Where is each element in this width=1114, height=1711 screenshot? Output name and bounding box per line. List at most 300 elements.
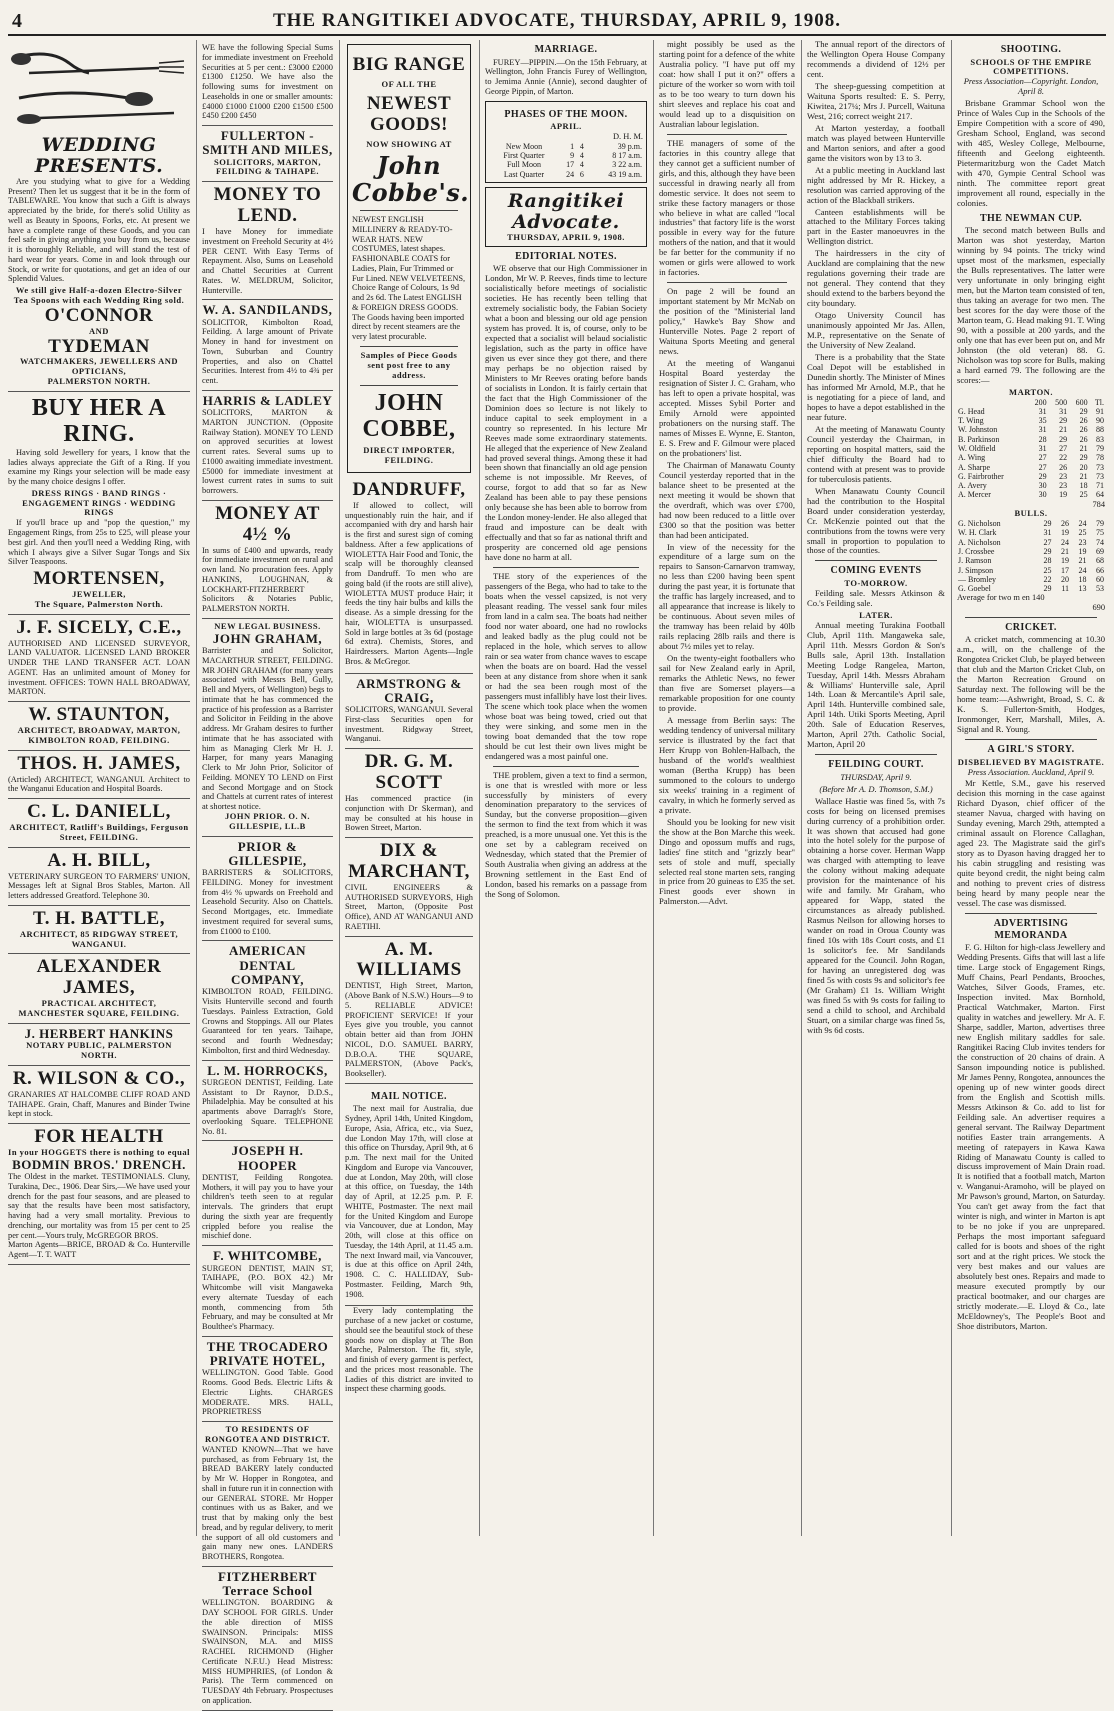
cobbe-town: FEILDING. bbox=[384, 455, 434, 466]
moon-hour: 4 bbox=[579, 160, 584, 170]
score-500: 19 bbox=[1059, 490, 1068, 500]
bon-marche-body: Every lady contemplating the purchase of a new jacket or costume, should see the beautiful stock of these goods now on display at The Bon Marche, Palmerston. The fit, style, and finish of every garment is perfect, and the prices most reasonable. The Ladies of this district are invited to inspect these charming goods. bbox=[345, 1306, 473, 1394]
score-row bbox=[957, 490, 1105, 499]
shooting-body: Brisbane Grammar School won the Prince of Wales Cup in the Schools of the Empire Competition with a score of 490, Gresham School, England, was second with 485, Wesley College, Melbourne, fifteenth and Geelong eighteenth. Pietermaritzburg won the Cadet Match with 470, Gympie Central School was ninth. The committee report great improvement all round, especially in the colonies. bbox=[957, 98, 1105, 208]
news-para-8: A message from Berlin says: The wedding tendency of universal military service is illustrated by the fact that Herr Krupp von Bohlen-Halbach, the husband of the world's wealthiest woman (Bertha Krupp) has been summoned to the colours to undergo six weeks' training in a regiment of cavalry, in which he formerly served as a private. bbox=[659, 714, 795, 815]
girls-story-heading: A GIRL'S STORY. bbox=[987, 744, 1075, 756]
local-para-1: The annual report of the directors of the Wellington Opera House Company recommends a dividend of 12½ per cent. bbox=[807, 39, 945, 79]
shooter-name: A. Mercer bbox=[958, 490, 991, 500]
score-header-row bbox=[957, 398, 1105, 407]
moon-row bbox=[489, 160, 643, 169]
graham-heading: NEW LEGAL BUSINESS. bbox=[214, 620, 321, 631]
prior-body: BARRISTERS & SOLICITORS, FEILDING. Money for investment from 4½ % upwards on Freehold and Leasehold Security. Also on Chattels. Second Mortgages, etc. Immediate investment required for several sums, from £1000 to £100. bbox=[202, 868, 333, 936]
scott-name: DR. G. M. SCOTT bbox=[364, 751, 454, 794]
horrocks-body: SURGEON DENTIST, Feilding. Late Assistant to Dr Raynor, D.D.S., Philadelphia. May be consulted at his apartments above Darragh's Store, overlooking Square. TELEPHONE No. 81. bbox=[202, 1077, 333, 1136]
dandruff-body: If allowed to collect, will unquestionably ruin the hair, and if accompanied with dry and harsh hair is the first and surest sign of coming baldness. After a few applications of WIOLETTA Hair Food and Tonic, the scalp will be thoroughly cleansed from Dandruff. To men who are going bald (if the roots are still alive), WIOLETTA MUST produce Hair; it feeds the tiny hair bulbs and kills the disease. As a simple dressing for the hair, WIOLETTA is unsurpassed. Sold in large bottles at 3s 6d (postage 6d extra). Chemists, Stores, and Hairdressers. Marton Agents—Ingle Bros. & McGregor. bbox=[345, 500, 473, 666]
editorial-heading: EDITORIAL NOTES. bbox=[515, 250, 617, 262]
horrocks-name: L. M. HORROCKS, bbox=[207, 1062, 328, 1078]
score-total: 73 bbox=[1096, 471, 1104, 481]
coming-events-later-body: Annual meeting Turakina Football Club, April 11th. Mangaweka sale, April 11th. Messrs Gordon & Son's Bulls sale, April 13th. Installation Meeting Lodge Rangelea, Marton, Tuesday, April 14th. Messrs Abraham & Williams' Hunterville sale, April 14th. Loan & Mercantile's April sale, April 14th. Hunterville combined sale, April 14th. Utiki Sports Meeting, April 20th. Sale of Education Reserves, Marton, April 27th. Catholic Social, Marton, April 20 bbox=[807, 619, 945, 750]
marton-scores-table bbox=[957, 398, 1105, 500]
ring-list: DRESS RINGS · BAND RINGS · ENGAGEMENT RINGS · WEDDING RINGS bbox=[22, 487, 176, 518]
score-600: 25 bbox=[1078, 528, 1087, 538]
moon-minute: 3 22 a.m. bbox=[612, 160, 642, 170]
prior-name: PRIOR & GILLESPIE, bbox=[228, 838, 307, 868]
local-para-8: There is a probability that the State Coal Depot will be established in Dunedin shortly. The Minister of Mines has informed Mr Arnold, M.P., that he is negotiating for a piece of land, and hopes to have a depot established in the near future. bbox=[807, 352, 945, 422]
local-para-10: When Manawatu County Council had the contribution to the Hospital Board under consideration yesterday, Cr. McKenzie pointed out that the contributions from the towns were very small in proportion to population to those of the counties. bbox=[807, 485, 945, 556]
moon-day: 9 bbox=[570, 151, 575, 161]
score-500: 22 bbox=[1059, 453, 1068, 463]
staunton-body: ARCHITECT, BROADWAY, MARTON, KIMBOLTON ROAD, FEILDING. bbox=[17, 724, 181, 745]
battle-name: T. H. BATTLE, bbox=[33, 907, 165, 929]
score-row bbox=[957, 453, 1105, 462]
shooting-heading: SHOOTING. bbox=[1000, 44, 1062, 55]
armstrong-ad bbox=[345, 674, 473, 750]
bodmin-agents: Marton Agents—BRICE, BROAD & Co. Hunterville Agent—T. T. WATT bbox=[8, 1240, 190, 1260]
local-para-2: The sheep-guessing competition at Waituna Sports resulted: E. S. Perry, Kiwitea, 217¼; Mrs J. Purcell, Waituna West, 216; correct weight 217. bbox=[807, 80, 945, 121]
newman-body: The second match between Bulls and Marton was shot yesterday, Marton winning by 94 points. The tricky wind upset most of the marksmen, especially the Bulls representatives. The latter were very unfortunate in only bringing eight men, but the Marton team consisted of ten, thus taking an average for two men. The best scores for the day were those of the Marton team, G. Head making 91. T. Wing 90, with a possible at 200 yards, and the only one that has ever been put on, and Mr Johnston (the old veteran) 88. G. Nicholson was top score for Bulls, making a hard earned 79. The following are the scores:— bbox=[957, 225, 1105, 385]
cobbe-importer: DIRECT IMPORTER, bbox=[363, 445, 455, 456]
moon-phase: First Quarter bbox=[503, 151, 545, 161]
special-sums-body: WE have the following Special Sums for immediate investment on Freehold Securities at 5 per cent.: £3000 £2000 £1300 £1250. We have also the following sums for investment on Leaseholds in one or smaller amounts: £4000 £1000 £1000 £200 £1500 £500 £450 £200 £450 bbox=[202, 43, 333, 121]
score-200: 31 bbox=[1038, 406, 1047, 416]
james-name: THOS. H. JAMES, bbox=[17, 752, 181, 774]
score-500: 26 bbox=[1059, 462, 1068, 472]
dix-name: DIX & MARCHANT, bbox=[348, 840, 470, 882]
moon-minute: 43 19 a.m. bbox=[608, 169, 642, 179]
graham-body: Barrister and Solicitor, MACARTHUR STREET, FEILDING. MR JOHN GRAHAM (for many years associated with Messrs Bell, Gully, Bell and Myers, of Wellington) begs to intimate that he has commenced the practice of his profession as a Barrister and Solicitor in Feilding in the above address. Mr Graham desires to further intimate that he has associated with him as Managing Clerk Mr H. J. Harper, for many years Managing Clerk to Mr John Prior, Solicitor of Feilding. MONEY TO LEND on First and Second Mortgage and on Stock and Chattels at current rates of interest at shortest notice. bbox=[202, 646, 333, 812]
marton-total: 784 bbox=[1092, 499, 1105, 509]
score-total: 60 bbox=[1096, 574, 1104, 584]
battle-ad bbox=[8, 906, 190, 955]
court-date: THURSDAY, April 9. bbox=[840, 771, 912, 782]
williams-ad bbox=[345, 937, 473, 1084]
score-total: 53 bbox=[1096, 584, 1104, 594]
sandilands-name: W. A. SANDILANDS, bbox=[202, 302, 333, 318]
wilson-name: R. WILSON & CO., bbox=[12, 1067, 186, 1089]
score-column-header: Tl. bbox=[1094, 397, 1104, 407]
james-ad bbox=[8, 751, 190, 799]
score-total: 90 bbox=[1096, 416, 1104, 426]
local-para-3: At Marton yesterday, a football match was played between Hunterville and Marton seniors, and after a good game the visitors won by 13 to 3. bbox=[807, 122, 945, 163]
health-ad bbox=[8, 1124, 190, 1265]
cricket-heading: CRICKET. bbox=[1005, 621, 1057, 633]
sicely-ad bbox=[8, 615, 190, 702]
score-row bbox=[957, 463, 1105, 472]
scott-body: Has commenced practice (in conjunction with Dr Skerman), and may be consulted at his house in Bowen Street, Marton. bbox=[345, 794, 473, 833]
score-200: 35 bbox=[1038, 416, 1047, 426]
score-row bbox=[957, 575, 1105, 584]
score-row bbox=[957, 425, 1105, 434]
money-to-lend-ad bbox=[202, 182, 333, 300]
cobbe-name: John Cobbe's. bbox=[352, 151, 470, 207]
score-500: 19 bbox=[1061, 528, 1070, 538]
score-total: 66 bbox=[1096, 565, 1104, 575]
score-row bbox=[957, 566, 1105, 575]
moon-phase: Full Moon bbox=[506, 160, 541, 170]
moon-month: APRIL. bbox=[550, 121, 582, 132]
score-row bbox=[957, 547, 1105, 556]
score-total: 64 bbox=[1096, 490, 1104, 500]
score-200: 29 bbox=[1038, 471, 1047, 481]
coming-events-heading: COMING EVENTS bbox=[830, 565, 922, 577]
paper-nameplate bbox=[485, 187, 647, 247]
column-7 bbox=[951, 40, 1108, 1536]
shooter-name: T. Wing bbox=[958, 416, 984, 426]
column-2 bbox=[196, 40, 338, 1705]
moon-day: 1 bbox=[570, 141, 575, 151]
tydeman-name: TYDEMAN bbox=[48, 335, 150, 357]
score-500: 23 bbox=[1059, 481, 1068, 491]
score-600: 21 bbox=[1079, 471, 1088, 481]
score-600: 25 bbox=[1079, 490, 1088, 500]
daniell-name: C. L. DANIELL, bbox=[27, 801, 171, 823]
cutlery-illustration bbox=[9, 43, 189, 133]
horrocks-ad bbox=[202, 1061, 333, 1142]
score-200: 27 bbox=[1038, 462, 1047, 472]
rongotea-ad bbox=[202, 1422, 333, 1567]
mortensen-name: MORTENSEN, bbox=[33, 568, 165, 590]
score-200: 27 bbox=[1043, 537, 1052, 547]
shooter-name: J. Simpson bbox=[958, 565, 994, 575]
sicely-body: AUTHORISED AND LICENSED SURVEYOR, LAND VALUATOR. LICENSED LAND BROKER UNDER THE LAND TRANSFER ACT. LOAN AGENT. Has an unlimited amount of Money for investment. OFFICES: TOWN HALL BROADWAY, MARTON. bbox=[8, 638, 190, 697]
score-500: 23 bbox=[1059, 471, 1068, 481]
score-200: 25 bbox=[1043, 565, 1052, 575]
shooter-name: G. Goebel bbox=[958, 584, 991, 594]
score-200: 30 bbox=[1038, 490, 1047, 500]
local-para-7: Otago University Council has unanimously appointed Mr Jas. Allen, M.P., representative on the Senate of the University of New Zealand. bbox=[807, 310, 945, 351]
shooting-press: Press Association—Copyright. London, April 8. bbox=[963, 76, 1099, 97]
score-600: 20 bbox=[1079, 462, 1088, 472]
score-200: 28 bbox=[1043, 556, 1052, 566]
score-200: 28 bbox=[1038, 434, 1047, 444]
shooter-name: A. Sharpe bbox=[958, 462, 990, 472]
fullerton-name: FULLERTON - SMITH AND MILES, bbox=[202, 128, 333, 158]
shooter-name: A. Avery bbox=[958, 481, 987, 491]
oconnor-name: O'CONNOR bbox=[44, 304, 154, 326]
cobbe-samples: Samples of Piece Goods sent post free to any address. bbox=[360, 349, 458, 380]
moon-minute: 39 p.m. bbox=[617, 141, 642, 151]
score-600: 29 bbox=[1079, 406, 1088, 416]
score-row bbox=[957, 519, 1105, 528]
prior-ad bbox=[202, 837, 333, 942]
local-para-5: Canteen establishments will be attached to the Military Forces taking part in the Easter manoeuvres in the Wellington district. bbox=[807, 206, 945, 247]
moon-row bbox=[489, 142, 643, 151]
news-para-6: In view of the necessity for the expenditure of a large sum on the repairs to Sanson-Carnarvon tramway, no less than £200 having been spent during the past year, it is fortunate that the traffic has largely increased, and to all appearance that increase is likely to be continuous. About seven miles of the tramway has been relaid by 40lb rails replacing 28lb rails and there is about 7½ miles yet to relay. bbox=[659, 541, 795, 652]
moon-phases-box bbox=[485, 101, 647, 183]
column-1 bbox=[6, 40, 195, 1536]
dix-ad bbox=[345, 838, 473, 937]
score-500: 21 bbox=[1061, 546, 1070, 556]
score-500: 26 bbox=[1061, 519, 1070, 529]
coming-events-later: LATER. bbox=[859, 609, 893, 620]
hooper-name: JOSEPH H. HOOPER bbox=[231, 1143, 304, 1173]
news-para-3: On page 2 will be found an important statement by Mr McNab on the position of the "Ministerial land policy," Hawke's Bay Show and Hunterville Notes. Page 2 report of Waituna Sports Meeting and general news. bbox=[659, 286, 795, 357]
score-total: 74 bbox=[1096, 537, 1104, 547]
shooter-name: G. Fairbrother bbox=[958, 471, 1004, 481]
moon-table bbox=[489, 142, 643, 179]
score-500: 29 bbox=[1059, 416, 1068, 426]
fullerton-ad bbox=[202, 126, 333, 182]
mail-notice bbox=[345, 1084, 473, 1307]
shooter-name: W. Johnston bbox=[958, 425, 998, 435]
wilson-ad bbox=[8, 1066, 190, 1124]
money-to-lend-name: MONEY TO LEND. bbox=[213, 184, 322, 227]
score-600: 18 bbox=[1079, 481, 1088, 491]
score-row bbox=[957, 584, 1105, 593]
tydeman-town: PALMERSTON NORTH. bbox=[47, 376, 151, 387]
score-600: 29 bbox=[1079, 453, 1088, 463]
score-600: 24 bbox=[1078, 565, 1087, 575]
dix-body: CIVIL ENGINEERS & AUTHORISED SURVEYORS, High Street, Marton, (Opposite Post Office), AND AT WANGANUI AND RAETIHI. bbox=[345, 882, 473, 931]
whitcombe-body: SURGEON DENTIST, MAIN ST, TAIHAPE, (P.O. BOX 42.) Mr Whitcombe will visit Mangaweka every alternate Tuesday of each month, commencing from 5th February, and may be consulted at Mr Boulthee's Pharmacy. bbox=[202, 1263, 333, 1332]
dandruff-ad bbox=[345, 477, 473, 674]
ring-body-2: If you'll brace up and "pop the question," my Engagement Rings, from 25s to £25, will please your best girl. And then you'll need a Wedding Ring, with which I always give a Silver Sugar Tongs and Six Silver Teaspoons. bbox=[8, 518, 190, 567]
score-total: 68 bbox=[1096, 556, 1104, 566]
moon-heading: PHASES OF THE MOON. bbox=[504, 108, 628, 120]
staunton-ad bbox=[8, 702, 190, 751]
score-200: 31 bbox=[1038, 425, 1047, 435]
girls-story-subheading: DISBELIEVED BY MAGISTRATE. bbox=[957, 756, 1105, 767]
wedding-presents-title: WEDDING PRESENTS. bbox=[34, 134, 164, 177]
score-200: 29 bbox=[1043, 584, 1052, 594]
dental-name: AMERICAN DENTAL COMPANY, bbox=[229, 943, 306, 988]
score-600: 26 bbox=[1079, 425, 1088, 435]
coming-events-tomorrow: TO-MORROW. bbox=[844, 578, 908, 589]
moon-row bbox=[489, 151, 643, 160]
score-500: 11 bbox=[1061, 584, 1070, 594]
dental-body: KIMBOLTON ROAD, FEILDING. Visits Hunterville second and fourth Tuesdays. Painless Extraction, Gold Crowns and Stoppings. All our Plates Guaranteed for ten years. Taihape, second and fourth Wednesday; Kimbolton, first and third Wednesday. bbox=[202, 987, 333, 1055]
fullerton-body: SOLICITORS, MARTON, FEILDING & TAIHAPE. bbox=[214, 156, 321, 177]
harris-ad bbox=[202, 391, 333, 501]
bon-marche-note bbox=[345, 1306, 473, 1394]
moon-day: 17 bbox=[566, 160, 575, 170]
sandilands-body: SOLICITOR, Kimbolton Road, Feilding. A large amount of Private Money in hand for investment on Town, Suburban and Country Properties, and also on Chattel Securities. Interest from 4½ to 4¾ per cent. bbox=[202, 317, 333, 386]
score-600: 21 bbox=[1078, 556, 1087, 566]
editorial-para-2: THE story of the experiences of the passengers of the Bega, who had to take to the boats when the vessel capsized, is not very pleasant reading. The vessel sank four miles from land in a calm sea. The boats had neither food nor water aboard, one had no rowlocks and leaked badly as the plug could not be replaced in the hole, which serves to allow rain or sea water from chance waves to escape when the boats are on board. Had the vessel been at any distance from shore when it sank or had the sea been rough most of the passengers must infallibly have lost their lives. The scene which took place when the women whose boat was being towed, cried out that they were sinking, and some men in the towing boat demanded that the tow rope should be cut lest their own lives might be endangered was a most painful one. bbox=[485, 571, 647, 761]
score-row bbox=[957, 416, 1105, 425]
marriage-heading: MARRIAGE. bbox=[534, 44, 598, 55]
news-para-2: THE managers of some of the factories in this country allege that they cannot get a sufficient number of girls, and this, although they have been successful in drawing nearly all from domestic service. It does not seem to strike these factory managers or those who believe in what are called "local industries" that factory life is the worst possible in every way for the future mothers of the nation, and that it would be far better for the community if no women or girls were allowed to work in factories. bbox=[659, 137, 795, 278]
wedding-presents-ad bbox=[8, 40, 190, 392]
special-sums-ad bbox=[202, 40, 333, 126]
wedding-presents-note: We still give Half-a-dozen Electro-Silver Tea Spoons with each Wedding Ring sold. bbox=[13, 285, 185, 305]
sicely-name: J. F. SICELY, C.E., bbox=[16, 616, 182, 638]
money-at-ad bbox=[202, 501, 333, 619]
news-para-4: At the meeting of Wanganui Hospital Board yesterday the resignation of Sister J. C. Graham, who has left to open a private hospital, was accepted. Misses Sybil Porter and Emily Arnold were appointed probationers on the nursing staff. The names of Misses E. Wynne, E. Stanton, E. S. Frew and F. Gilmour were placed on the probationers' list. bbox=[659, 358, 795, 458]
harris-body: SOLICITORS, MARTON & MARTON JUNCTION. (Opposite Railway Station). MONEY TO LEND on approved securities at lowest current rates. Several sums up to £1000 awaiting immediate investment. £5000 for immediate investment at lowest current rates in sums to suit borrowers. bbox=[202, 408, 333, 496]
shooter-name: J. Crossbee bbox=[958, 546, 995, 556]
ring-body: Having sold Jewellery for years, I know that the ladies always appreciate the Gift of a Ring. If you examine my Rings your selection will be made easy by the many choice designs I offer. bbox=[8, 447, 190, 486]
masthead-title: THE RANGITIKEI ADVOCATE, THURSDAY, APRIL 9, 1908. bbox=[272, 10, 842, 31]
score-600: 23 bbox=[1078, 537, 1087, 547]
bulls-average: Average for two m en 140 bbox=[957, 593, 1045, 603]
cobbe-newest-goods: NEWEST GOODS! bbox=[366, 92, 452, 135]
score-row bbox=[957, 472, 1105, 481]
score-row bbox=[957, 435, 1105, 444]
trocadero-ad bbox=[202, 1337, 333, 1422]
editorial-para-3: THE problem, given a text to find a sermon, is one that is wrestled with more or less successfully by ministers of every denomination preparatory to the services of Sunday, but the converse proposition—given the sermon to find the text from which it was preached, is a more unusual one. Yet this is the one set by a cablegram received on Wednesday, which stated that the Premier of South Australia when giving an address at the Browning settlement in the East End of London, based his remarks on a passage from the Song of Solomon. bbox=[485, 769, 647, 900]
cobbe-big-range: BIG RANGE bbox=[352, 54, 466, 75]
james-body: (Articled) ARCHITECT, WANGANUI. Architect to the Wanganui Education and Hospital Boards. bbox=[8, 774, 190, 794]
column-4 bbox=[479, 40, 652, 1536]
ring-title: BUY HER A RING. bbox=[31, 394, 167, 448]
news-para-9: Should you be looking for new visit the show at the Bon Marche this week. Dingo and opossum muffs and rugs, ladies' fine stitch and "grizzly bear" sets of stole and muff, specially selected real stone marten sets, ranging in price from 20 guineas to £35 the set. Finest goods ever shown in Palmerston.—Advt. bbox=[659, 816, 795, 907]
paper-name: Rangitikei Advocate. bbox=[507, 189, 625, 233]
score-600: 21 bbox=[1079, 443, 1088, 453]
score-200: 30 bbox=[1038, 481, 1047, 491]
score-column-header: 500 bbox=[1055, 397, 1068, 407]
local-para-6: The hairdressers in the city of Auckland are complaining that the new regulations governing their trade are not general. They contend that they should extend to the barbers beyond the city boundary. bbox=[807, 248, 945, 309]
local-para-9: At the meeting of Manawatu County Council yesterday the Chairman, in reporting on hospital matters, said the chief difficulty the Board had to contend with at present was to provide for tuberculosis patients. bbox=[807, 423, 945, 484]
court-body: Wallace Hastie was fined 5s, with 7s costs for being on licensed premises during currency of a prohibition order. It was shown that accused had gone into the hotel solely for the purpose of obtaining a horse cover. Herman Wapp was charged with attempting to leave the colony without making adequate provision for the maintenance of his wife and family. Mr Graham, who appeared for Wapp, stated the circumstances as already published. Rasmus Neilson for allowing horses to wander on road in Oroua County was fined 10s with 18s Court costs, and £1 1s solicitor's fee. Mr Sandilands appeared for the Council. John Rogan, for having an unregistered dog was fined 5s with costs 9s and solicitor's fee (Mr Graham) £1 1s. William Wright was fined 5s with 9s costs for failing to send a child to school, and Archibald Stuart, on a similar charge was fined 5s, with 9s 6d costs. bbox=[807, 795, 945, 1035]
shooter-name: J. Ramson bbox=[958, 556, 992, 566]
marriage-body: FUREY—PIPPIN.—On the 15th February, at Wellington, John Francis Furey of Wellington, to Jemima Annie (Annie), second daughter of George Pippin, of Marton. bbox=[485, 57, 647, 96]
alexander-ad bbox=[8, 954, 190, 1024]
page-number: 4 bbox=[12, 10, 22, 32]
score-500: 19 bbox=[1061, 556, 1070, 566]
shooter-name: B. Parkinson bbox=[958, 434, 1000, 444]
wilson-body: GRANARIES AT HALCOMBE CLIFF ROAD AND TAIHAPE. Grain, Chaff, Manures and Binder Twine kept in stock. bbox=[8, 1089, 190, 1119]
court-heading: FEILDING COURT. bbox=[828, 759, 924, 771]
fitzherbert-ad bbox=[202, 1567, 333, 1711]
score-column-header: 200 bbox=[1034, 397, 1047, 407]
sandilands-ad bbox=[202, 300, 333, 391]
moon-row bbox=[489, 170, 643, 179]
newman-heading: THE NEWMAN CUP. bbox=[979, 212, 1083, 224]
advertising-memoranda-body: F. G. Hilton for high-class Jewellery and Wedding Presents. Gifts that will last a life time. Large stock of Engagement Rings, Muff Chains, Pearl Pendants, Brooches, Watches, Silver Goods, Frames, etc. Inspection invited. Max Bornhold, Practical Watchmaker, Marton. First quality in watches and jewellery. Mr A. F. Sharpe, saddler, Marton, advertises three new English military saddles for sale. Rangitikei Racing Club invites tenders for the construction of 20 chains of drain. A Sanson impounding notice is published. Mr James Penny, Rongotea, announces the opening up of new winter goods direct from the English and Scottish mills. Messrs Atkinson & Co. add to list for Feilding sale. An advertiser requires a general servant. The Railway Department notifies Easter train arrangements. A meeting of ratepayers in Kawa Kawa Riding of Manawatu County is called to discuss improvement of Main Drain road. It is notified that a football match, Marton v. Wanganui-Aramoho, will be played on Mr Pawson's ground, Marton, on Saturday. You can't get away from the fact that winter is nigh, and winter in Marton is apt to be no joke if you are unprepared. Perhaps the most important safeguard called for is boots and shoes of the right sort and at the right prices. We stock the very best makes and our values are absolutely best ones. Repairs and made to measure executed promptly by our practical bootmaker, and our charges are strictly moderate.—E. Lloyd & Co., late McEldowney's, The People's Boot and Shoe distributors, Marton. bbox=[957, 942, 1105, 1331]
score-column-header: 600 bbox=[1075, 397, 1088, 407]
score-row bbox=[957, 444, 1105, 453]
marton-heading: MARTON. bbox=[1009, 386, 1053, 397]
money-at-body: In sums of £400 and upwards, ready for immediate investment on rural and own land. No procuration fees. Apply HANKINS, LOUGHNAN, & LOCKHART-FITZHERBERT Solicitors & Notaries Public, PALMERSTON NORTH. bbox=[202, 545, 333, 614]
score-500: 27 bbox=[1059, 443, 1068, 453]
score-total: 79 bbox=[1096, 519, 1104, 529]
hooper-body: DENTIST, Feilding Rongotea. Mothers, it will pay you to have your children's teeth seen to at regular intervals. The grinders that erupt during the sixth year are frequently crippled before you realise the mischief done. bbox=[202, 1172, 333, 1241]
moon-minute: 8 17 a.m. bbox=[612, 151, 642, 161]
score-total: 75 bbox=[1096, 528, 1104, 538]
hankins-ad bbox=[8, 1024, 190, 1066]
moon-hour: 6 bbox=[579, 169, 584, 179]
score-500: 29 bbox=[1059, 434, 1068, 444]
cricket-body: A cricket match, commencing at 10.30 a.m., will, on the challenge of the Rongotea Cricket Club, be played between that club and the Marton Cricket Club, on the Marton Recreation Ground on Saturday next. The following will be the home team:—Ashwright, Broad, S. C. & K. S. Fullerton-Smith, Hodges, Ironmonger, Kerr, Marshall, Miles, A. Signal and R. Young. bbox=[957, 634, 1105, 735]
bulls-total: 690 bbox=[1092, 603, 1105, 613]
prior-signature: JOHN PRIOR. O. N. GILLESPIE, LL.B bbox=[225, 810, 310, 831]
score-600: 26 bbox=[1079, 416, 1088, 426]
hankins-name: J. HERBERT HANKINS bbox=[24, 1025, 174, 1041]
advertising-memoranda-heading: ADVERTISING MEMORANDA bbox=[993, 917, 1069, 941]
score-row bbox=[957, 528, 1105, 537]
moon-hour: 4 bbox=[579, 141, 584, 151]
score-200: 29 bbox=[1043, 519, 1052, 529]
coming-events-tomorrow-body: Feilding sale. Messrs Atkinson & Co.'s Feilding sale. bbox=[807, 587, 945, 608]
score-500: 21 bbox=[1059, 425, 1068, 435]
score-500: 31 bbox=[1059, 406, 1068, 416]
mail-notice-body: The next mail for Australia, due Sydney, April 14th, United Kingdom, Europe, Asia, Africa, etc., via Suez, due London May 17th, will close at this office on Thursday, April 9th, at 6 p.m. The next mail for the United Kingdom and Europe via Vancouver, due at London, May 20th, will close at this office, on Tuesday, the 14th day of April, at 12.25 p.m. P. F. WHITE, Postmaster. The next mail for the United Kingdom and Europe via Vancouver, due at London, May 20th, will close at this office on Tuesday, the 14th April, at 11.45 a.m. The next Inward mail, via Vancouver, is due at this office on April 24th, 1908. C. C. HALLIDAY, Sub-Postmaster. Feilding, March 9th, 1908. bbox=[345, 1104, 473, 1299]
whitcombe-name: F. WHITCOMBE, bbox=[213, 1248, 322, 1264]
moon-columns: D. H. M. bbox=[612, 132, 643, 142]
shooter-name: A. Wing bbox=[958, 453, 986, 463]
bulls-scores-table bbox=[957, 519, 1105, 593]
bill-name: A. H. BILL, bbox=[47, 849, 151, 871]
dental-ad bbox=[202, 941, 333, 1060]
news-para-7: On the twenty-eight footballers who sail for New Zealand early in April, remarks the Athletic News, no fewer than five are Somerset players—a remarkable proposition for one county to provide. bbox=[659, 653, 795, 713]
score-total: 88 bbox=[1096, 425, 1104, 435]
scott-ad bbox=[345, 749, 473, 838]
bodmin-body: The Oldest in the market. TESTIMONIALS. Cluny, Turakina, Dec., 1906. Dear Sirs,—We have used your drench for the past four seasons, and are pleased to say that the results have been most satisfactory, having had a very small mortality. Previous to drenching, our mortality was from 15 per cent to 25 per cent.—Yours truly, McGREGOR BROS. bbox=[8, 1172, 190, 1240]
cobbe-of-all: OF ALL THE bbox=[381, 78, 437, 89]
graham-ad bbox=[202, 619, 333, 837]
shooter-name: W. Oldfield bbox=[958, 443, 996, 453]
score-total: 78 bbox=[1096, 453, 1104, 463]
dandruff-heading: DANDRUFF, bbox=[352, 479, 466, 500]
shooter-name: — Bromley bbox=[958, 574, 996, 584]
tydeman-subtitle: WATCHMAKERS, JEWELLERS AND OPTICIANS, bbox=[19, 356, 179, 377]
fitzherbert-name: FITZHERBERT Terrace School bbox=[218, 1568, 317, 1599]
score-600: 26 bbox=[1079, 434, 1088, 444]
news-para-5: The Chairman of Manawatu County Council yesterday reported that in the balance sheet to be presented at the next meeting it would be shown that the overdraft, which was over £700, had now been reduced to a little over £300 so that the position was better than had been anticipated. bbox=[659, 459, 795, 540]
score-500: 20 bbox=[1061, 574, 1070, 584]
score-600: 24 bbox=[1078, 519, 1087, 529]
score-600: 13 bbox=[1078, 584, 1087, 594]
score-total: 83 bbox=[1096, 434, 1104, 444]
cobbe-ad bbox=[347, 44, 471, 473]
harris-name: HARRIS & LADLEY bbox=[202, 392, 333, 408]
graham-name: JOHN GRAHAM, bbox=[212, 630, 323, 646]
shooter-name: G. Head bbox=[958, 406, 985, 416]
score-row bbox=[957, 481, 1105, 490]
score-total: 71 bbox=[1096, 481, 1104, 491]
shooting-subheading: SCHOOLS OF THE EMPIRE COMPETITIONS. bbox=[970, 56, 1092, 77]
score-total: 69 bbox=[1096, 546, 1104, 556]
cobbe-body: NEWEST ENGLISH MILLINERY & READY-TO-WEAR HATS. NEW COSTUMES, latest shapes. FASHIONABLE COATS for Ladies, Plain, Fur Trimmed or Fur Lined. NEW VELVETEENS, Choice Range of Colours, 1s 9d and 2s 6d. The Latest ENGLISH & FOREIGN DRESS GOODS. The Goods having been imported direct by recent steamers are the very latest procurable. bbox=[352, 215, 466, 342]
score-500: 17 bbox=[1061, 565, 1070, 575]
shooter-name: A. Nicholson bbox=[958, 537, 1001, 547]
score-600: 19 bbox=[1078, 546, 1087, 556]
daniell-ad bbox=[8, 799, 190, 848]
score-total: 91 bbox=[1096, 406, 1104, 416]
cobbe-now-showing: NOW SHOWING AT bbox=[366, 138, 452, 149]
armstrong-body: SOLICITORS, WANGANUI. Several First-class Securities open for investment. Ridgway Street, Wanganui. bbox=[345, 705, 473, 744]
score-200: 29 bbox=[1043, 546, 1052, 556]
court-bench: (Before Mr A. D. Thomson, S.M.) bbox=[819, 783, 933, 794]
paper-date: THURSDAY, APRIL 9, 1908. bbox=[507, 231, 625, 242]
hankins-body: NOTARY PUBLIC, PALMERSTON NORTH. bbox=[26, 1040, 172, 1061]
column-5 bbox=[653, 40, 800, 1536]
bulls-heading: BULLS. bbox=[1014, 508, 1048, 519]
money-to-lend-body: I have Money for immediate investment on Freehold Security at 4½ PER CENT. With Easy Terms of Repayment. Also, Sums on Leasehold and Chattel Securities at Current Rates. W. MELDRUM, Solicitor, Hunterville. bbox=[202, 227, 333, 295]
score-200: 31 bbox=[1038, 443, 1047, 453]
wedding-presents-body: Are you studying what to give for a Wedding Present? Then let us suggest that it be in the form of TABLEWARE. You know that such a Gift is always appreciated by the bride, for there's solid Utility as well as Beauty in Spoons, Forks, etc. At present we have a complete range of these Goods, and you can feel safe in giving anything you buy from us, because it is thoroughly Reliable, and will stand the test of hard wear for years. Come in and look through our Stock, or write for quotations, and get an idea of our Splendid Values. bbox=[8, 176, 190, 284]
battle-body: ARCHITECT, 85 RIDGWAY STREET, WANGANUI. bbox=[19, 928, 179, 949]
score-200: 22 bbox=[1043, 574, 1052, 584]
oconnor-and: AND bbox=[89, 325, 109, 336]
mortensen-address: The Square, Palmerston North. bbox=[34, 598, 164, 609]
score-total: 73 bbox=[1096, 462, 1104, 472]
moon-phase: New Moon bbox=[505, 141, 543, 151]
moon-day: 24 bbox=[566, 169, 575, 179]
cobbe-footer-name: JOHN COBBE, bbox=[362, 389, 456, 442]
column-6 bbox=[801, 40, 950, 1536]
mortensen-subtitle: JEWELLER, bbox=[72, 588, 126, 599]
staunton-name: W. STAUNTON, bbox=[28, 704, 170, 726]
bill-ad bbox=[8, 848, 190, 906]
girls-story-body: Mr Kettle, S.M., gave his reserved decision this morning in the case against Richard Dyason, chief officer of the steamer Navua, charged with having on Sunday evening, March 29th, attempted a criminal assault on Florence Callaghan, aged 23. The Magistrate said the girl's story as to Dyason having dragged her to his cabin struggling and resisting was quite beyond credit, the night being calm and nothing to prevent cries of distress being heard by many people near the vessel. The case was dismissed. bbox=[957, 778, 1105, 909]
score-200: 27 bbox=[1038, 453, 1047, 463]
health-name: FOR HEALTH bbox=[34, 1126, 164, 1148]
masthead bbox=[8, 6, 1106, 36]
whitcombe-ad bbox=[202, 1246, 333, 1337]
